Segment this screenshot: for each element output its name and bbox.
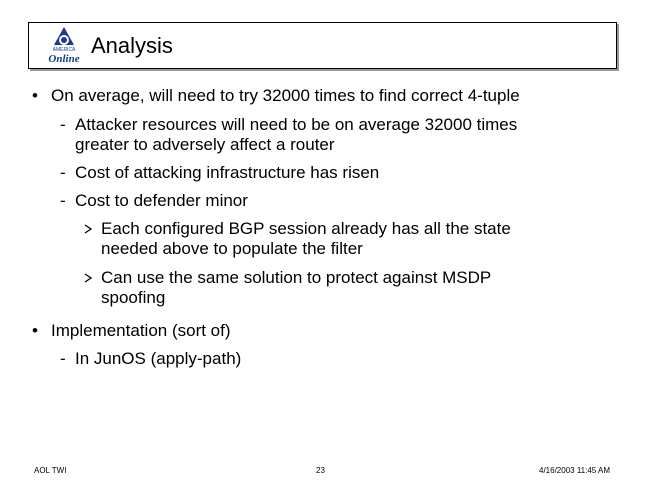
footer-left: AOL TWI <box>34 466 67 475</box>
sub-1-1-line-2: greater to adversely affect a router <box>75 135 335 154</box>
sub-1-2-line-1: Cost of attacking infrastructure has risen <box>75 163 380 182</box>
dash-glyph: - <box>60 191 66 210</box>
bullet-1-text: On average, will need to try 32000 times to find correct 4-tuple <box>51 86 520 105</box>
logo-america-text: AMERICA <box>52 47 76 53</box>
aol-logo <box>41 25 87 67</box>
subsub-1-line-2: needed above to populate the filter <box>101 239 363 258</box>
bullet-2-text: Implementation (sort of) <box>51 321 231 340</box>
title-box <box>28 22 617 69</box>
dash-glyph: - <box>60 349 66 368</box>
arrow-bullet-icon <box>83 273 93 283</box>
subsub-2-line-1: Can use the same solution to protect against MSDP <box>101 268 492 287</box>
arrow-bullet-icon <box>83 224 93 234</box>
dash-glyph: - <box>60 115 66 134</box>
footer-page-number: 23 <box>316 466 325 475</box>
footer-date: 4/16/2003 11:45 AM <box>539 466 611 475</box>
bullet-glyph: • <box>32 86 38 105</box>
dash-glyph: - <box>60 163 66 182</box>
sub-1-3-line-1: Cost to defender minor <box>75 191 248 210</box>
bullet-glyph: • <box>32 321 38 340</box>
subsub-2-line-2: spoofing <box>101 288 166 307</box>
logo-online-text: Online <box>48 53 80 65</box>
slide-title: Analysis <box>91 33 173 58</box>
subsub-1-line-1: Each configured BGP session already has all the state <box>101 219 511 238</box>
sub-1-1-line-1: Attacker resources will need to be on average 32000 times <box>75 115 518 134</box>
sub-2-1-line-1: In JunOS (apply-path) <box>75 349 242 368</box>
